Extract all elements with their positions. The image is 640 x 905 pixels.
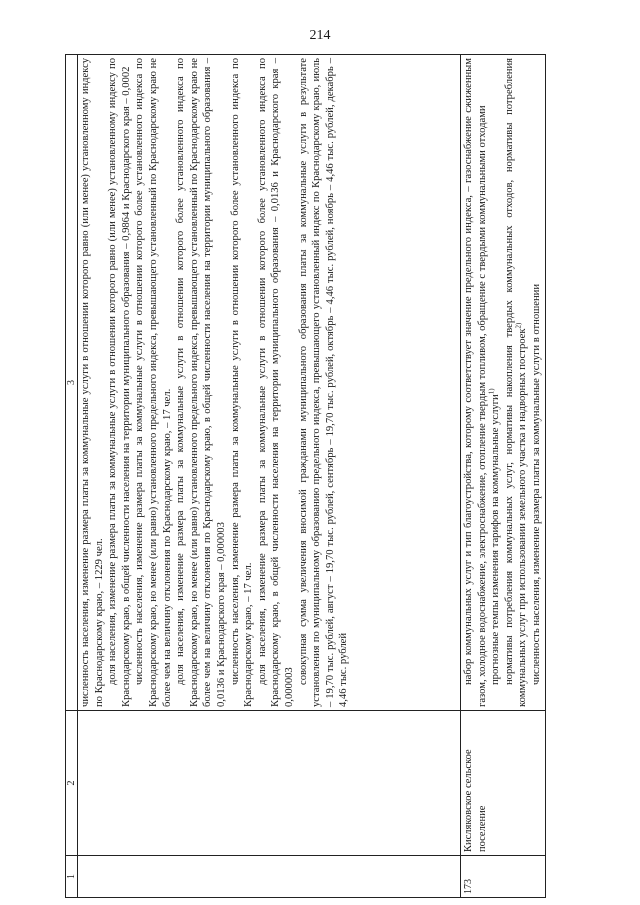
indicators-cell [78,55,461,711]
header-col-2: 2 [66,711,78,856]
footnote-mark: 1) [487,388,496,395]
paragraph [503,58,530,707]
paragraph [489,58,503,707]
row-number: 173 [461,856,546,898]
header-col-3: 3 [66,55,78,711]
paragraph: совокупная сумма увеличения вносимой гражданами муниципального образования платы за коммунальные услуги в результате установления по муниципальному образованию предельного индекса, превышающего установленный индекс по Краснодарскому краю, июль – 19,70 тыс. рублей, август – 19,70 тыс. рублей, сентябрь – 19,70 тыс. рублей, октябрь – 4,46 тыс. рублей, ноябрь – 4,46 тыс. рублей, декабрь – 4,46 тыс. рублей [297,58,350,707]
paragraph: численность населения, изменение размера платы за коммунальные услуги в отношении которого равно (или менее) установленному индексу по Краснодарскому краю, – 1229 чел. [80,58,105,707]
paragraph: численность населения, изменение размера платы за коммунальные услуги в отношении которого более установленного индекса по Краснодарскому краю, – 17 чел. [229,58,255,707]
paragraph: доля населения, изменение размера платы за коммунальные услуги в отношении которого более установленного индекса по Краснодарскому краю, но менее (или равно) установленного предельного индекса, превышающего установленный по Краснодарскому краю не более чем на величину отклонения по Краснодарскому краю, в общей численности населения на территории муниципального образования – 0,0136 и Краснодарского края – 0,000003 [175,58,227,707]
paragraph: численность населения, изменение размера платы за коммунальные услуги в отношении которого более установленного индекса по Краснодарскому краю, но менее (или равно) установленного предельного индекса, превышающего установленный по Краснодарскому краю не более чем на величину отклонения по Краснодарскому краю, – 17 чел. [134,58,173,707]
paragraph: доля населения, изменение размера платы за коммунальные услуги в отношении которого равно (или менее) установленному индексу по Краснодарскому краю, в общей численности населения на территории муниципального образования – 0,9864 и Краснодарского края – 0,0002 [107,58,132,707]
paragraph: доля населения, изменение размера платы за коммунальные услуги в отношении которого более установленного индекса по Краснодарскому краю, в общей численности населения на территории муниципального образования – 0,0136 и Краснодарского края – 0,000003 [256,58,295,707]
row-number-cell [78,856,461,898]
indices-table [65,54,546,898]
table-row-continued [78,55,461,898]
paragraph: набор коммунальных услуг и тип благоустройства, которому соответствует значение предельного индекса, – газоснабжение сжиженным газом, холодное водоснабжение, электроснабжение, отопление твердым топливом, обращение с твердыми коммунальными отходами [463,58,488,707]
table-header-row [66,55,78,898]
table-row [461,55,546,898]
settlement-name: Кисляковское сельское поселение [461,711,546,856]
header-col-1: 1 [66,856,78,898]
page-number: 214 [309,28,331,43]
rotated-table-container [65,55,610,898]
indicators-cell [461,55,546,711]
paragraph: численность населения, изменение размера платы за коммунальные услуги в отношении [530,283,542,685]
footnote-mark: 2) [514,322,523,329]
paragraph-text: нормативы потребления коммунальных услуг, нормативы накопления твердых коммунальных отходов, нормативы потребления коммунальных услуг при использовании земельного участка и надворных построек [503,58,529,707]
settlement-cell [78,711,461,856]
paragraph-text: прогнозные темпы изменения тарифов на коммунальные услуги [490,394,502,685]
